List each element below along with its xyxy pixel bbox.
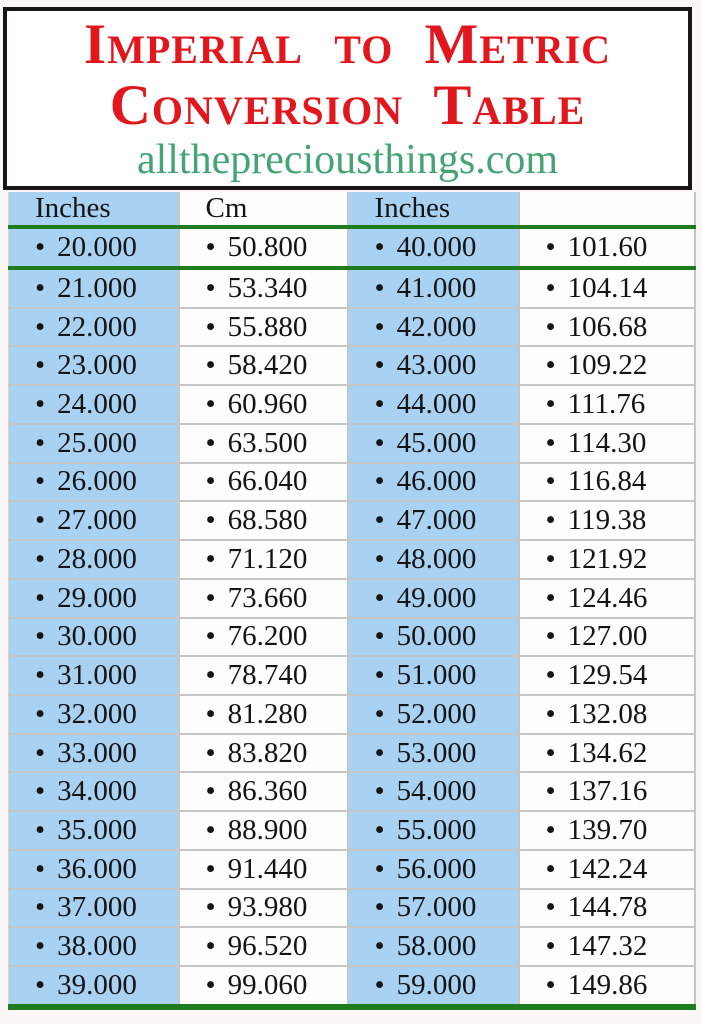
cell-value: 29.000	[57, 581, 137, 614]
bullet-icon: •	[545, 930, 556, 963]
cell-value: 50.000	[396, 620, 477, 653]
inches-cell	[9, 618, 179, 657]
cell-value: 33.000	[57, 736, 137, 769]
cm-cell	[179, 579, 348, 618]
bullet-icon: •	[35, 697, 46, 730]
table-row	[9, 618, 695, 657]
cell-value: 55.000	[396, 813, 477, 846]
cell-value: 88.900	[227, 813, 308, 846]
cell-value: 127.00	[567, 620, 648, 653]
cell-value: 40.000	[396, 230, 477, 263]
inches-cell	[9, 385, 179, 424]
bullet-icon: •	[35, 465, 46, 498]
cell-value: 121.92	[567, 542, 648, 575]
bullet-icon: •	[35, 852, 46, 885]
cell-value: 41.000	[396, 271, 477, 304]
bullet-icon: •	[35, 813, 46, 846]
table-row	[9, 579, 695, 618]
table-body	[9, 227, 695, 1007]
inches-cell	[9, 656, 179, 695]
cm-cell	[519, 346, 695, 385]
bullet-icon: •	[545, 230, 556, 263]
header-inches-right: Inches	[348, 192, 519, 227]
bullet-icon: •	[35, 230, 46, 263]
inches-cell	[348, 772, 519, 811]
cell-value: 46.000	[396, 465, 477, 498]
cell-value: 31.000	[57, 659, 137, 692]
cell-value: 21.000	[57, 271, 137, 304]
cell-value: 54.000	[396, 775, 477, 808]
cm-cell	[179, 695, 348, 734]
cell-value: 144.78	[567, 891, 648, 924]
cell-value: 129.54	[567, 659, 648, 692]
cm-cell	[179, 772, 348, 811]
website-link[interactable]: allthepreciousthings.com	[136, 136, 559, 183]
bullet-icon: •	[374, 930, 385, 963]
cell-value: 36.000	[57, 852, 137, 885]
bullet-icon: •	[205, 230, 216, 263]
cell-value: 38.000	[57, 930, 137, 963]
inches-cell	[348, 656, 519, 695]
cm-cell	[519, 695, 695, 734]
table-row	[9, 385, 695, 424]
cell-value: 55.880	[227, 310, 308, 343]
bullet-icon: •	[374, 659, 385, 692]
inches-cell	[9, 501, 179, 540]
table-row	[9, 966, 695, 1007]
cell-value: 76.200	[227, 620, 308, 653]
cm-cell	[179, 927, 348, 966]
cell-value: 56.000	[396, 852, 477, 885]
inches-cell	[9, 579, 179, 618]
bullet-icon: •	[35, 581, 46, 614]
inches-cell	[9, 463, 179, 502]
bullet-icon: •	[205, 930, 216, 963]
cell-value: 137.16	[567, 775, 648, 808]
cell-value: 96.520	[227, 930, 308, 963]
cm-cell	[519, 463, 695, 502]
title-box	[3, 7, 692, 190]
bullet-icon: •	[35, 620, 46, 653]
cell-value: 63.500	[227, 426, 308, 459]
inches-cell	[9, 268, 179, 308]
bullet-icon: •	[205, 465, 216, 498]
table-row	[9, 463, 695, 502]
inches-cell	[9, 734, 179, 773]
bullet-icon: •	[205, 581, 216, 614]
cell-value: 101.60	[567, 230, 648, 263]
bullet-icon: •	[545, 852, 556, 885]
table-row	[9, 268, 695, 308]
bullet-icon: •	[545, 388, 556, 421]
inches-cell	[9, 772, 179, 811]
cm-cell	[179, 889, 348, 928]
bullet-icon: •	[374, 310, 385, 343]
cell-value: 23.000	[57, 349, 137, 382]
inches-cell	[348, 579, 519, 618]
bullet-icon: •	[205, 426, 216, 459]
bullet-icon: •	[35, 388, 46, 421]
cell-value: 66.040	[227, 465, 308, 498]
cell-value: 91.440	[227, 852, 308, 885]
cell-value: 68.580	[227, 504, 308, 537]
inches-cell	[9, 540, 179, 579]
cell-value: 86.360	[227, 775, 308, 808]
bullet-icon: •	[205, 620, 216, 653]
bullet-icon: •	[545, 620, 556, 653]
cell-value: 58.000	[396, 930, 477, 963]
bullet-icon: •	[35, 542, 46, 575]
bullet-icon: •	[545, 813, 556, 846]
cell-value: 139.70	[567, 813, 648, 846]
bullet-icon: •	[35, 968, 46, 1001]
cell-value: 57.000	[396, 891, 477, 924]
bullet-icon: •	[374, 813, 385, 846]
bullet-icon: •	[205, 697, 216, 730]
bullet-icon: •	[374, 852, 385, 885]
bullet-icon: •	[205, 968, 216, 1001]
cell-value: 49.000	[396, 581, 477, 614]
cell-value: 99.060	[227, 968, 308, 1001]
bullet-icon: •	[374, 542, 385, 575]
cm-cell	[179, 811, 348, 850]
cell-value: 73.660	[227, 581, 308, 614]
cell-value: 34.000	[57, 775, 137, 808]
bullet-icon: •	[374, 465, 385, 498]
cm-cell	[179, 966, 348, 1007]
bullet-icon: •	[545, 310, 556, 343]
bullet-icon: •	[35, 659, 46, 692]
cm-cell	[519, 268, 695, 308]
cell-value: 71.120	[227, 542, 308, 575]
cell-value: 37.000	[57, 891, 137, 924]
bullet-icon: •	[205, 504, 216, 537]
inches-cell	[9, 811, 179, 850]
bullet-icon: •	[374, 349, 385, 382]
cm-cell	[519, 618, 695, 657]
cell-value: 78.740	[227, 659, 308, 692]
bullet-icon: •	[374, 736, 385, 769]
inches-cell	[348, 385, 519, 424]
cell-value: 142.24	[567, 852, 648, 885]
cell-value: 28.000	[57, 542, 137, 575]
table-row	[9, 889, 695, 928]
bullet-icon: •	[545, 542, 556, 575]
bullet-icon: •	[374, 426, 385, 459]
cm-cell	[519, 227, 695, 268]
bullet-icon: •	[35, 930, 46, 963]
bullet-icon: •	[205, 852, 216, 885]
table-row	[9, 501, 695, 540]
cm-cell	[519, 966, 695, 1007]
bullet-icon: •	[205, 736, 216, 769]
inches-cell	[348, 966, 519, 1007]
cell-value: 93.980	[227, 891, 308, 924]
cell-value: 60.960	[227, 388, 308, 421]
bullet-icon: •	[545, 891, 556, 924]
bullet-icon: •	[374, 581, 385, 614]
cm-cell	[519, 772, 695, 811]
inches-cell	[348, 695, 519, 734]
cm-cell	[179, 385, 348, 424]
bullet-icon: •	[545, 697, 556, 730]
inches-cell	[348, 424, 519, 463]
cm-cell	[179, 463, 348, 502]
cell-value: 20.000	[57, 230, 137, 263]
cell-value: 116.84	[567, 465, 647, 498]
header-cm-left: Cm	[179, 192, 348, 227]
cell-value: 25.000	[57, 426, 137, 459]
cm-cell	[519, 540, 695, 579]
cm-cell	[519, 656, 695, 695]
cell-value: 27.000	[57, 504, 137, 537]
cm-cell	[179, 501, 348, 540]
cm-cell	[519, 889, 695, 928]
bullet-icon: •	[374, 504, 385, 537]
cell-value: 47.000	[396, 504, 477, 537]
bullet-icon: •	[205, 271, 216, 304]
bullet-icon: •	[545, 504, 556, 537]
bullet-icon: •	[35, 775, 46, 808]
inches-cell	[9, 850, 179, 889]
cell-value: 50.800	[227, 230, 308, 263]
table-row	[9, 734, 695, 773]
cm-cell	[179, 268, 348, 308]
inches-cell	[9, 927, 179, 966]
inches-cell	[348, 540, 519, 579]
title-line-2: Conversion Table	[109, 73, 586, 137]
cell-value: 83.820	[227, 736, 308, 769]
inches-cell	[348, 346, 519, 385]
cm-cell	[519, 501, 695, 540]
cell-value: 44.000	[396, 388, 477, 421]
header-inches-left: Inches	[9, 192, 179, 227]
inches-cell	[348, 618, 519, 657]
cm-cell	[179, 734, 348, 773]
bullet-icon: •	[205, 542, 216, 575]
bullet-icon: •	[205, 388, 216, 421]
bullet-icon: •	[205, 891, 216, 924]
cell-value: 124.46	[567, 581, 648, 614]
table-row	[9, 308, 695, 347]
bullet-icon: •	[35, 891, 46, 924]
bullet-icon: •	[545, 581, 556, 614]
cell-value: 53.000	[396, 736, 477, 769]
inches-cell	[348, 927, 519, 966]
inches-cell	[348, 501, 519, 540]
cell-value: 114.30	[567, 426, 647, 459]
cell-value: 132.08	[567, 697, 648, 730]
cell-value: 119.38	[567, 504, 647, 537]
bullet-icon: •	[374, 230, 385, 263]
inches-cell	[348, 463, 519, 502]
cm-cell	[519, 927, 695, 966]
table-row	[9, 850, 695, 889]
bullet-icon: •	[545, 465, 556, 498]
table-row	[9, 227, 695, 268]
cell-value: 30.000	[57, 620, 137, 653]
title-line-1: Imperial to Metric	[83, 12, 612, 76]
bullet-icon: •	[374, 968, 385, 1001]
cell-value: 42.000	[396, 310, 477, 343]
table-row	[9, 424, 695, 463]
inches-cell	[9, 346, 179, 385]
cm-cell	[179, 424, 348, 463]
cm-cell	[179, 850, 348, 889]
bullet-icon: •	[545, 968, 556, 1001]
cell-value: 106.68	[567, 310, 648, 343]
inches-cell	[9, 966, 179, 1007]
table-row	[9, 540, 695, 579]
bullet-icon: •	[205, 659, 216, 692]
table-row	[9, 656, 695, 695]
table-row	[9, 346, 695, 385]
inches-cell	[348, 850, 519, 889]
bullet-icon: •	[545, 775, 556, 808]
cm-cell	[179, 540, 348, 579]
cell-value: 39.000	[57, 968, 137, 1001]
cell-value: 51.000	[396, 659, 477, 692]
cm-cell	[179, 656, 348, 695]
bullet-icon: •	[35, 504, 46, 537]
inches-cell	[9, 889, 179, 928]
cm-cell	[519, 424, 695, 463]
header-cm-right	[519, 192, 695, 227]
cm-cell	[519, 579, 695, 618]
cell-value: 58.420	[227, 349, 308, 382]
cell-value: 52.000	[396, 697, 477, 730]
cm-cell	[519, 385, 695, 424]
table-row	[9, 927, 695, 966]
cm-cell	[179, 346, 348, 385]
cell-value: 45.000	[396, 426, 477, 459]
bullet-icon: •	[545, 736, 556, 769]
inches-cell	[9, 227, 179, 268]
cell-value: 59.000	[396, 968, 477, 1001]
bullet-icon: •	[205, 813, 216, 846]
cm-cell	[519, 850, 695, 889]
cell-value: 104.14	[567, 271, 648, 304]
cm-cell	[519, 308, 695, 347]
bullet-icon: •	[35, 349, 46, 382]
inches-cell	[348, 889, 519, 928]
cell-value: 53.340	[227, 271, 308, 304]
cell-value: 24.000	[57, 388, 137, 421]
inches-cell	[348, 811, 519, 850]
inches-cell	[9, 424, 179, 463]
bullet-icon: •	[374, 388, 385, 421]
bullet-icon: •	[545, 271, 556, 304]
table-header-row	[9, 192, 695, 227]
inches-cell	[9, 695, 179, 734]
table-row	[9, 772, 695, 811]
bullet-icon: •	[35, 736, 46, 769]
bullet-icon: •	[205, 349, 216, 382]
conversion-table	[8, 192, 696, 1010]
cm-cell	[179, 308, 348, 347]
bullet-icon: •	[35, 426, 46, 459]
bullet-icon: •	[374, 620, 385, 653]
cell-value: 32.000	[57, 697, 137, 730]
cell-value: 81.280	[227, 697, 308, 730]
bullet-icon: •	[35, 310, 46, 343]
cell-value: 43.000	[396, 349, 477, 382]
cm-cell	[519, 811, 695, 850]
cell-value: 26.000	[57, 465, 137, 498]
bullet-icon: •	[374, 271, 385, 304]
bullet-icon: •	[545, 426, 556, 459]
cm-cell	[519, 734, 695, 773]
cell-value: 35.000	[57, 813, 137, 846]
cell-value: 134.62	[567, 736, 648, 769]
cell-value: 48.000	[396, 542, 477, 575]
inches-cell	[348, 268, 519, 308]
inches-cell	[348, 734, 519, 773]
bullet-icon: •	[545, 349, 556, 382]
table-row	[9, 695, 695, 734]
cell-value: 111.76	[567, 388, 646, 421]
table-row	[9, 811, 695, 850]
bullet-icon: •	[374, 697, 385, 730]
bullet-icon: •	[374, 891, 385, 924]
inches-cell	[348, 227, 519, 268]
bullet-icon: •	[545, 659, 556, 692]
cm-cell	[179, 618, 348, 657]
cell-value: 147.32	[567, 930, 648, 963]
bullet-icon: •	[205, 775, 216, 808]
cell-value: 22.000	[57, 310, 137, 343]
bullet-icon: •	[35, 271, 46, 304]
bullet-icon: •	[205, 310, 216, 343]
inches-cell	[348, 308, 519, 347]
cell-value: 109.22	[567, 349, 648, 382]
cm-cell	[179, 227, 348, 268]
cell-value: 149.86	[567, 968, 648, 1001]
inches-cell	[9, 308, 179, 347]
bullet-icon: •	[374, 775, 385, 808]
